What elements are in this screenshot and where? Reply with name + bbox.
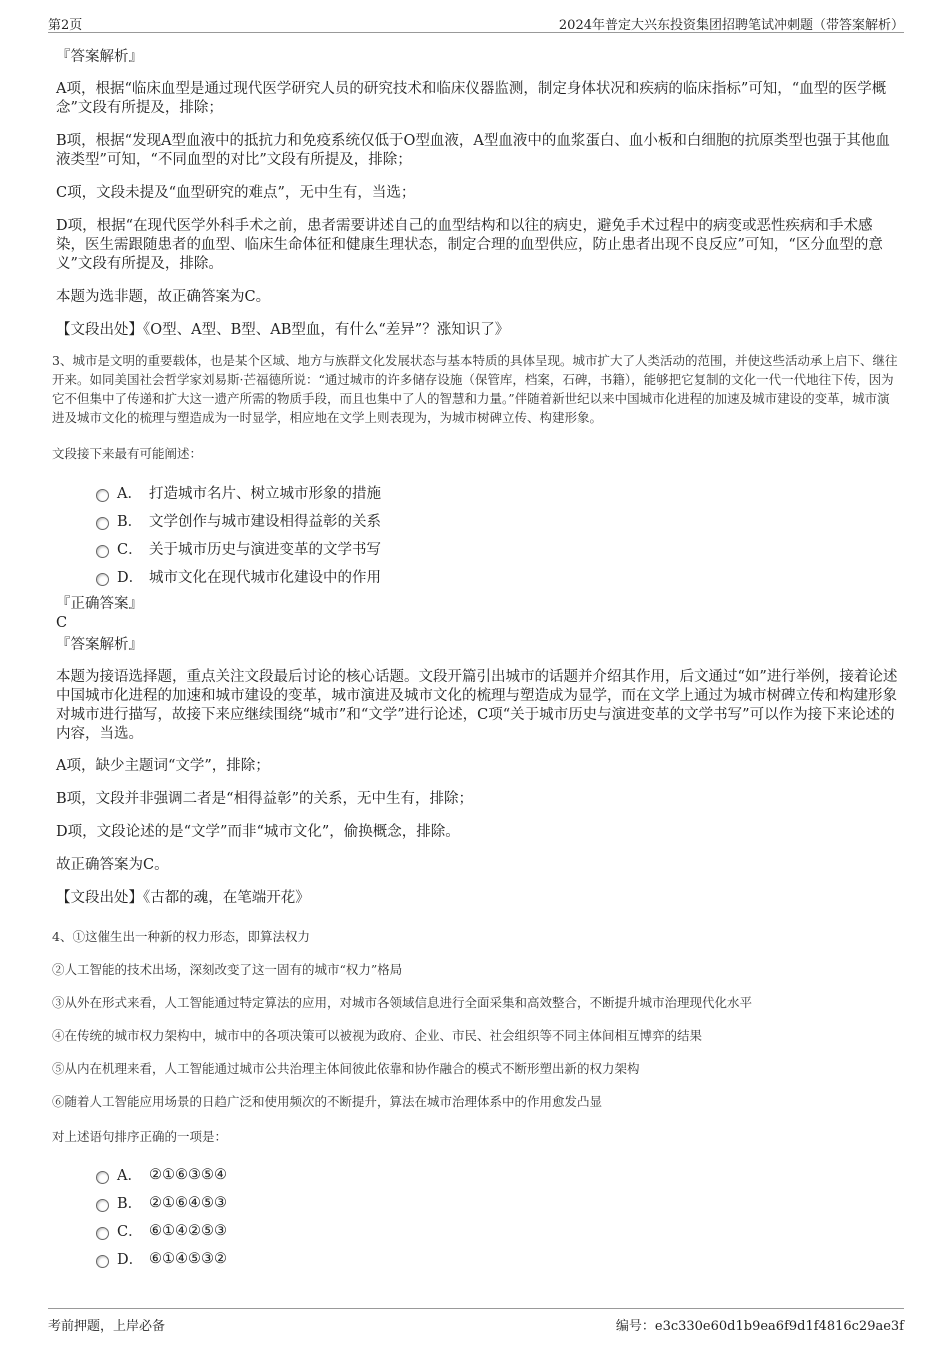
radio-icon[interactable]	[96, 1171, 109, 1184]
q4-line-2: ②人工智能的技术出场，深刻改变了这一固有的城市“权力”格局	[52, 962, 403, 977]
radio-icon[interactable]	[96, 1199, 109, 1212]
q4-prompt: 对上述语句排序正确的一项是：	[52, 1129, 228, 1144]
q2-source: 【文段出处】《O型、A型、B型、AB型血，有什么“差异”？涨知识了》	[56, 322, 510, 338]
q3-analysis: 本题为接语选择题，重点关注文段最后讨论的核心话题。文段开篇引出城市的话题并介绍其作用，后文通过“如”进行举例，接着论述中国城市化进程的加速和城市建设的变革，城市演进及城市文化的梳理与塑造成为显学，而在文学上通过为城市树碑立传和构建形象对城市进行描写，故接下来应继续围绕“城市”和“文学”进行论述，C项“关于城市历史与演进变革的文学书写”可以作为接下来论述的内容，当选。	[56, 669, 898, 742]
q2-analysis-a: A项，根据“临床血型是通过现代医学研究人员的研究技术和临床仪器监测，制定身体状况和疾病的临床指标”可知，“血型的医学概念”文段有所提及，排除；	[56, 81, 887, 116]
q3-prompt: 文段接下来最有可能阐述：	[52, 446, 203, 461]
q3-stem: 3、城市是文明的重要载体，也是某个区域、地方与族群文化发展状态与基本特质的具体呈现。城市扩大了人类活动的范围，并使这些活动承上启下、继往开来。如同美国社会哲学家刘易斯·芒福德所说：“通过城市的许多储存设施（保管库，档案，石碑，书籍），能够把它复制的文化一代一代地往下传，因为它不但集中了传递和扩大这一遗产所需的物质手段，而且也集中了人的智慧和力量。”伴随着新世纪以来中国城市化进程的加速及城市建设的变革，城市演进及城市文化的梳理与塑造成为一时显学，相应地在文学上则表现为，为城市树碑立传、构建形象。	[52, 353, 898, 425]
q3-conclusion: 故正确答案为C。	[56, 857, 169, 873]
document-id: 编号：e3c330e60d1b9ea6f9d1f4816c29ae3f	[615, 1319, 904, 1334]
document-title: 2024年普定大兴东投资集团招聘笔试冲刺题（带答案解析）	[558, 18, 904, 33]
q3-answer: C	[56, 615, 68, 631]
q3-answer-label: 『正确答案』	[56, 596, 143, 612]
q4-option-c[interactable]: C． ⑥①④②⑤③	[96, 1220, 227, 1241]
q2-analysis-b: B项，根据“发现A型血液中的抵抗力和免疫系统仅低于O型血液，A型血液中的血浆蛋白、血小板和白细胞的抗原类型也强于其他血液类型”可知，“不同血型的对比”文段有所提及，排除；	[56, 133, 890, 168]
page-header	[48, 12, 904, 33]
q4-option-a[interactable]: A． ②①⑥③⑤④	[96, 1164, 227, 1185]
radio-icon[interactable]	[96, 517, 109, 530]
q4-line-5: ⑤从内在机理来看，人工智能通过城市公共治理主体间彼此依靠和协作融合的模式不断形塑出新的权力架构	[52, 1061, 640, 1076]
radio-icon[interactable]	[96, 545, 109, 558]
q3-analysis-label: 『答案解析』	[56, 637, 143, 653]
page-footer	[48, 1308, 904, 1335]
q2-conclusion: 本题为选非题，故正确答案为C。	[56, 289, 271, 305]
radio-icon[interactable]	[96, 489, 109, 502]
q2-analysis-c: C项，文段未提及“血型研究的难点”，无中生有，当选；	[56, 185, 416, 201]
radio-icon[interactable]	[96, 1227, 109, 1240]
q3-analysis-b: B项，文段并非强调二者是“相得益彰”的关系，无中生有，排除；	[56, 791, 473, 807]
q2-analysis-label: 『答案解析』	[56, 49, 143, 65]
q3-option-c[interactable]: C． 关于城市历史与演进变革的文学书写	[96, 538, 381, 559]
radio-icon[interactable]	[96, 573, 109, 586]
radio-icon[interactable]	[96, 1255, 109, 1268]
q2-analysis-d: D项，根据“在现代医学外科手术之前，患者需要讲述自己的血型结构和以往的病史，避免手术过程中的病变或恶性疾病和手术感染，医生需跟随患者的血型、临床生命体征和健康生理状态，制定合理的血型供应，防止患者出现不良反应”可知，“区分血型的意义”文段有所提及，排除。	[56, 218, 883, 272]
q3-option-a[interactable]: A． 打造城市名片、树立城市形象的措施	[96, 482, 381, 503]
q4-line-1: 4、①这催生出一种新的权力形态，即算法权力	[52, 929, 310, 944]
q4-line-3: ③从外在形式来看，人工智能通过特定算法的应用，对城市各领域信息进行全面采集和高效整合，不断提升城市治理现代化水平	[52, 995, 753, 1010]
q4-option-b[interactable]: B． ②①⑥④⑤③	[96, 1192, 227, 1213]
q3-analysis-d: D项，文段论述的是“文学”而非“城市文化”，偷换概念，排除。	[56, 824, 460, 840]
q3-source: 【文段出处】《古都的魂，在笔端开花》	[56, 890, 310, 906]
footer-slogan: 考前押题，上岸必备	[48, 1319, 166, 1334]
q3-option-d[interactable]: D． 城市文化在现代城市化建设中的作用	[96, 566, 381, 587]
q4-line-4: ④在传统的城市权力架构中，城市中的各项决策可以被视为政府、企业、市民、社会组织等不同主体间相互博弈的结果	[52, 1028, 703, 1043]
page-number: 第2页	[48, 18, 83, 33]
q3-analysis-a: A项，缺少主题词“文学”，排除；	[56, 758, 270, 774]
q4-option-d[interactable]: D． ⑥①④⑤③②	[96, 1248, 227, 1269]
q3-option-b[interactable]: B． 文学创作与城市建设相得益彰的关系	[96, 510, 381, 531]
q4-line-6: ⑥随着人工智能应用场景的日趋广泛和使用频次的不断提升，算法在城市治理体系中的作用愈发凸显	[52, 1094, 603, 1109]
